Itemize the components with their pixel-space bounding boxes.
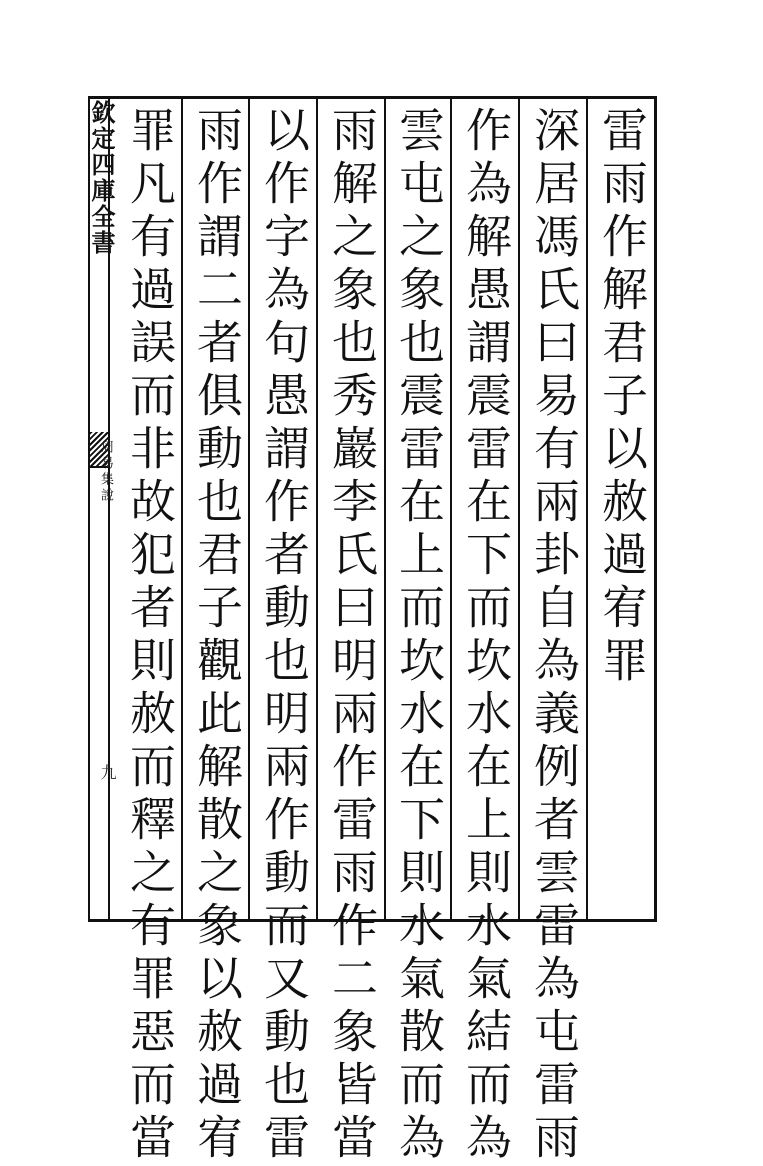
page-number: 九 <box>98 764 117 780</box>
text-column-5: 雨解之象也秀巖李氏曰明兩作雷雨作二象皆當 <box>325 106 379 1166</box>
book-title-label: 周易集說 <box>98 440 113 504</box>
text-column-2: 深居馮氏曰易有兩卦自為義例者雲雷為屯雷雨 <box>527 106 581 1166</box>
text-column-4: 雲屯之象也震雷在上而坎水在下則水氣散而為 <box>392 106 446 1166</box>
text-column-1: 雷雨作解君子以赦過宥罪 <box>595 106 649 689</box>
text-column-3: 作為解愚謂震雷在下而坎水在上則水氣結而為 <box>459 106 513 1166</box>
text-column-6: 以作字為句愚謂作者動也明兩作動而又動也雷 <box>257 106 311 1166</box>
column-rule <box>518 96 520 922</box>
margin-title: 欽定四庫全書 <box>87 100 116 256</box>
column-rule <box>450 96 452 922</box>
column-rule <box>586 96 588 922</box>
column-rule <box>316 96 318 922</box>
text-column-7: 雨作謂二者俱動也君子觀此解散之象以赦過宥 <box>190 106 244 1166</box>
column-rule <box>248 96 250 922</box>
text-column-8: 罪凡有過誤而非故犯者則赦而釋之有罪惡而當 <box>123 106 177 1166</box>
margin-strip <box>87 96 116 922</box>
column-rule <box>384 96 386 922</box>
column-rule <box>181 96 183 922</box>
